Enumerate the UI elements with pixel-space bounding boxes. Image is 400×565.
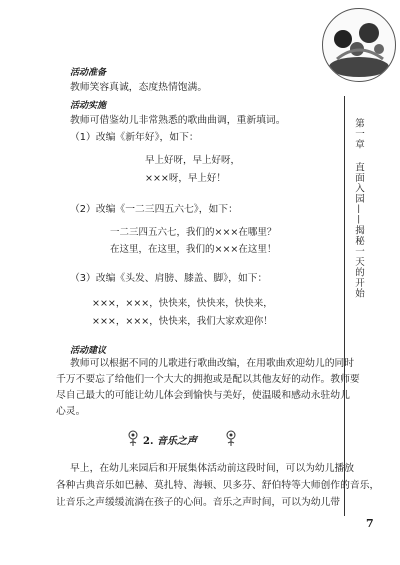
heading-activity-implement: 活动实施 (70, 101, 107, 111)
song-3-line-1: ×××，×××，快快来，快快来，快快来， (92, 298, 273, 309)
flower-ornament-icon (125, 429, 141, 447)
suggest-line-2: 千万不要忘了给他们一个大大的拥抱或是配以其他友好的动作。教师要 (56, 374, 360, 385)
song-1-line-1: 早上好呀，早上好呀， (145, 155, 241, 166)
music-line-2: 各种古典音乐如巴赫、莫扎特、海顿、贝多芬、舒伯特等大师创作的音乐， (56, 480, 380, 491)
section-number: 2. (143, 436, 154, 447)
song-1-line-2: ×××呀，早上好！ (145, 173, 226, 184)
song-2-line-2: 在这里，在这里，我们的×××在这里！ (110, 244, 277, 255)
heading-activity-prep: 活动准备 (70, 68, 107, 78)
heading-activity-suggest: 活动建议 (70, 346, 107, 356)
suggest-line-1: 教师可以根据不同的儿歌进行歌曲改编，在用歌曲欢迎幼儿的同时 (70, 358, 355, 369)
sidebar-chapter: 第一章 (353, 118, 364, 150)
song-2-label: （2）改编《一二三四五六七》，如下： (70, 204, 238, 215)
page-number: 7 (366, 517, 374, 530)
suggest-line-4: 心灵。 (56, 406, 86, 417)
music-line-1: 早上，在幼儿来园后和开展集体活动前这段时间，可以为幼儿播放 (70, 463, 355, 474)
song-3-line-2: ×××，×××，快快来，我们大家欢迎你！ (92, 316, 273, 327)
song-3-label: （3）改编《头发、肩膀、膝盖、脚》，如下： (70, 273, 268, 284)
sidebar-divider (344, 96, 345, 516)
section-heading (125, 428, 335, 450)
prep-paragraph: 教师笑容真诚，态度热情饱满。 (70, 82, 208, 93)
flower-ornament-icon (223, 429, 239, 447)
song-2-line-1: 一二三四五六七，我们的×××在哪里？ (110, 227, 277, 238)
section-title (143, 432, 197, 447)
sidebar-chapter-title: 直面入园——揭秘一天的开始 (353, 162, 364, 299)
implement-paragraph: 教师可借鉴幼儿非常熟悉的歌曲曲调，重新填词。 (70, 115, 286, 126)
song-1-label: （1）改编《新年好》，如下： (70, 132, 199, 143)
suggest-line-3: 尽自己最大的可能让幼儿体会到愉快与美好，使温暖和感动永驻幼儿 (56, 390, 350, 401)
music-line-3: 让音乐之声缓缓流淌在孩子的心间。音乐之声时间，可以为幼儿带 (56, 497, 341, 508)
section-title-text: 音乐之声 (156, 436, 197, 447)
decorative-vignette-image (322, 8, 396, 82)
